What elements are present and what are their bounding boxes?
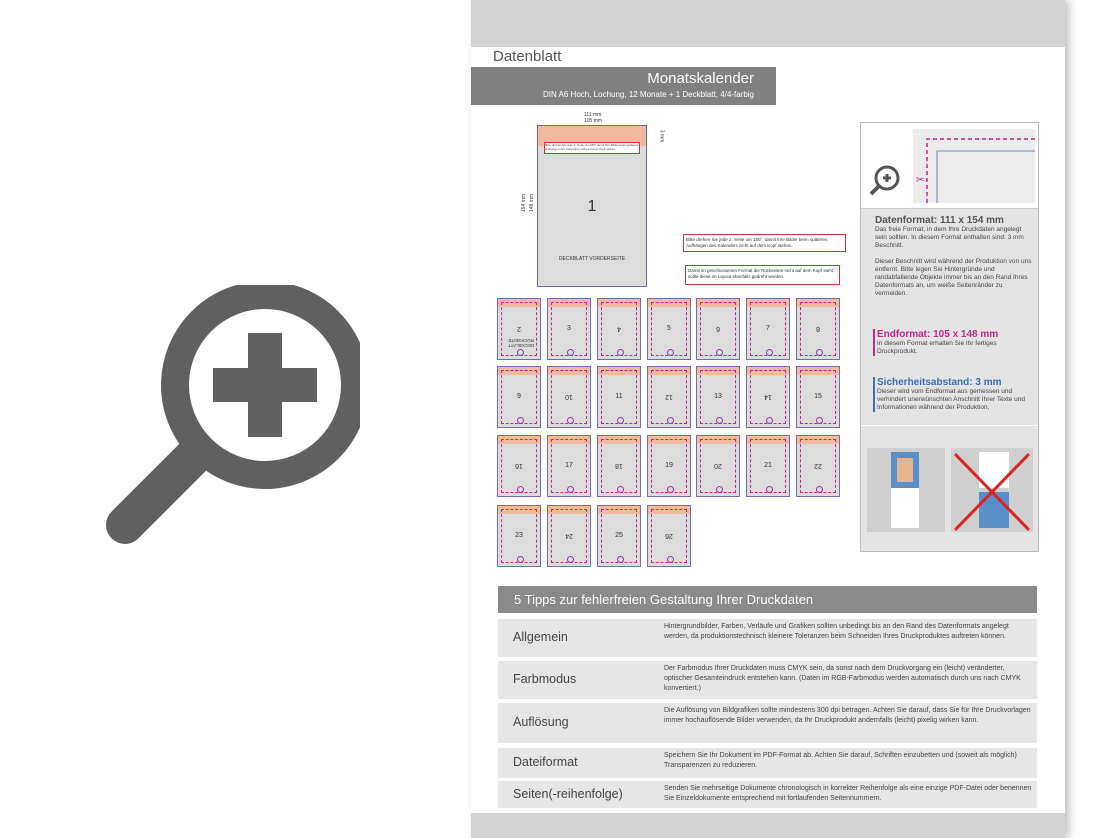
svg-text:✂: ✂ (916, 175, 925, 186)
calendar-page (696, 435, 740, 497)
calendar-page (647, 298, 691, 360)
tip-row (498, 781, 1037, 808)
page-number: 22 (814, 462, 822, 469)
tip-row (498, 703, 1037, 743)
calendar-page (796, 435, 840, 497)
page-number: 15 (814, 393, 822, 400)
page2-label: DECKBLATT RÜCKSEITE (507, 338, 535, 348)
datasheet-page (471, 0, 1065, 838)
calendar-page (547, 505, 591, 567)
page-number: 12 (665, 393, 673, 400)
calendar-page (796, 298, 840, 360)
tip-key: Farbmodus (513, 672, 577, 686)
detail-illustration (861, 123, 1038, 209)
cover-label: DECKBLATT VORDERSEITE (558, 256, 626, 262)
page-number: 7 (766, 325, 770, 332)
page-number: 24 (565, 532, 573, 539)
page-number: 10 (565, 393, 573, 400)
sheet-top-band (471, 0, 1065, 47)
short-side-callout: Damit im geschlossenen Format die Rückseiten nicht auf dem Kopf steht, sollte diese im Layout ebenfalls gedreht werden. (685, 265, 840, 285)
calendar-page (796, 366, 840, 428)
page-number: 16 (515, 462, 523, 469)
calendar-page (597, 435, 641, 497)
endformat-text: In diesem Format erhalten Sie Ihr fertiges Druckprodukt. (877, 340, 997, 355)
page-number: 14 (764, 393, 772, 400)
calendar-page (696, 366, 740, 428)
zoom-in-icon[interactable] (100, 285, 360, 550)
dim-height-inner: 148 mm (529, 193, 536, 213)
datenformat-text: Das freie Format, in dem Ihre Druckdaten angelegt sein sollten. In diesem Format enthalten sind: 3 mm Beschnitt. (875, 226, 1024, 249)
info-box (860, 122, 1039, 552)
calendar-page (647, 366, 691, 428)
calendar-page (647, 435, 691, 497)
calendar-page (597, 298, 641, 360)
tip-row (498, 661, 1037, 699)
calendar-page (696, 298, 740, 360)
dim-width-outer: 111 mm (584, 112, 602, 118)
page-number: 17 (565, 462, 573, 469)
page-number: 23 (515, 532, 523, 539)
calendar-page (647, 505, 691, 567)
datenformat-text2: Dieser Beschnitt wird während der Produktion von uns entfernt. Bitte legen Sie Hintergründe und randabfallende Objekte immer bis an den Rand Ihres Datenformats an, um weiße Seitenränder zu vermeiden. (875, 258, 1032, 297)
cover-note: Bitte drehen Sie jede 2. Seite um 180° damit Ihre Bilder beim späteren Aufhängen des Kalenders nicht auf dem Kopf stehen. (544, 142, 640, 154)
datasheet-tag: Datenblatt (471, 47, 590, 67)
page-number: 9 (517, 393, 521, 400)
sheet-bottom-band (471, 813, 1065, 838)
tip-key: Auflösung (513, 715, 569, 729)
example-photos (861, 426, 1038, 551)
product-subtitle: DIN A6 Hoch, Lochung, 12 Monate + 1 Deckblatt, 4/4-farbig (542, 90, 754, 99)
page-number: 25 (615, 532, 623, 539)
page-number: 20 (714, 462, 722, 469)
cover-number: 1 (587, 198, 597, 215)
calendar-page (746, 298, 790, 360)
sicherheit-title: Sicherheitsabstand: 3 mm (877, 377, 1002, 388)
calendar-page (497, 366, 541, 428)
page-number: 21 (764, 462, 772, 469)
tip-value: Der Farbmodus Ihrer Druckdaten muss CMYK sein, da sonst nach dem Druckvorgang ein (leicht) veränderter, optischer Gesamteindruck entstehen kann. (Daten im RGB-Farbmodus werden automatisch durch uns nach CMYK konvertiert.) (664, 665, 1021, 692)
dim-width-inner: 105 mm (584, 118, 603, 124)
sicherheit-text: Dieser wird vom Endformat aus gemessen und verhindert unerwünschten Anschnitt Ihrer Texte und Informationen während der Produktion. (877, 388, 1026, 411)
tip-row (498, 619, 1037, 657)
tip-value: Speichern Sie Ihr Dokument im PDF-Format ab. Achten Sie darauf, Schriften einzubetten und (soweit als möglich) Transparenzen zu reduzieren. (664, 752, 1017, 769)
calendar-page (547, 298, 591, 360)
tip-key: Dateiformat (513, 755, 578, 769)
page-number: 3 (567, 325, 571, 332)
rotate-callout: Bitte drehen Sie jede 2. Seite um 180°, damit Ihre Bilder beim späteren Aufhängen des Kalenders nicht auf dem Kopf stehen. (683, 234, 846, 252)
page-number: 13 (714, 393, 722, 400)
calendar-page (597, 366, 641, 428)
dim-height-outer: 154 mm (521, 193, 528, 213)
page-number: 26 (665, 532, 673, 539)
calendar-page (746, 435, 790, 497)
calendar-page (497, 435, 541, 497)
cover-page (537, 125, 647, 287)
calendar-page (547, 366, 591, 428)
format-info (861, 209, 1038, 425)
calendar-page (497, 298, 541, 360)
tip-value: Die Auflösung von Bildgrafiken sollte mindestens 300 dpi betragen. Achten Sie darauf, dass Sie für Ihre Druckvorlagen immer hochauflösende Bilder verwenden, da Ihr Druckprodukt andernfalls (leicht) pixelig wirken kann. (664, 707, 1031, 724)
tips-header: 5 Tipps zur fehlerfreien Gestaltung Ihrer Druckdaten (498, 586, 1037, 613)
tip-row (498, 748, 1037, 778)
calendar-page (547, 435, 591, 497)
title-bar (471, 67, 776, 105)
page-number: 18 (615, 462, 623, 469)
dim-safe: 3 mm (658, 129, 665, 143)
datenformat-title: Datenformat: 111 x 154 mm (875, 215, 1004, 226)
calendar-page (746, 366, 790, 428)
page-number: 19 (665, 462, 673, 469)
tip-key: Seiten(-reihenfolge) (513, 786, 623, 801)
page-number: 11 (615, 393, 623, 400)
page-number: 2 (517, 325, 521, 332)
tip-key: Allgemein (513, 630, 568, 644)
page-number: 6 (716, 325, 720, 332)
product-title: Monatskalender (647, 70, 754, 87)
tip-value: Hintergrundbilder, Farben, Verläufe und Grafiken sollten unbedingt bis an den Rand des Datenformats angelegt werden, da produktionstechnisch kleinere Toleranzen beim Schneiden Ihres Druckproduktes auftreten können. (664, 623, 1009, 640)
calendar-page (497, 505, 541, 567)
page-number: 4 (617, 325, 621, 332)
endformat-title: Endformat: 105 x 148 mm (877, 329, 999, 340)
page-number: 5 (667, 325, 671, 332)
tip-value: Senden Sie mehrseitige Dokumente chronologisch in korrekter Reihenfolge als eine einzige PDF-Datei oder benennen Sie Einzeldokumente entsprechend mit fortlaufenden Seitennummern. (664, 785, 1032, 802)
page-number: 8 (816, 325, 820, 332)
calendar-page (597, 505, 641, 567)
